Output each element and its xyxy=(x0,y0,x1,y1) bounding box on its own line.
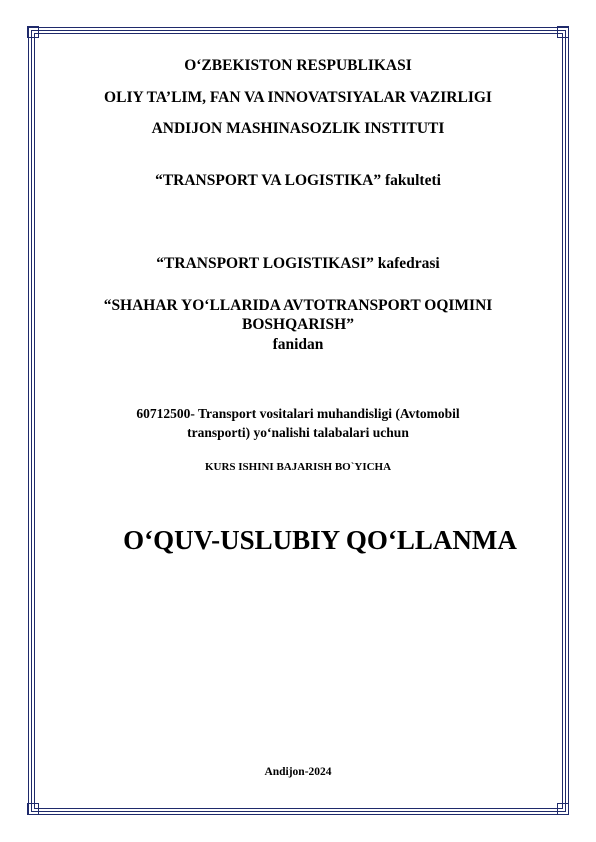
republic-heading: O‘ZBEKISTON RESPUBLIKASI xyxy=(184,57,412,74)
document-type-title: O‘QUV-USLUBIY QO‘LLANMA xyxy=(123,525,517,555)
course-work-caption: KURS ISHINI BAJARISH BO`YICHA xyxy=(204,461,392,473)
city-year: Andijon-2024 xyxy=(264,766,332,778)
faculty-heading: “TRANSPORT VA LOGISTIKA” fakulteti xyxy=(155,172,441,189)
subject-title-line-2: BOSHQARISH” xyxy=(242,316,354,333)
specialty-line-1: 60712500- Transport vositalari muhandisligi (Avtomobil xyxy=(136,406,460,421)
subject-title-line-1: “SHAHAR YO‘LLARIDA AVTOTRANSPORT OQIMINI xyxy=(103,297,493,314)
border-corner-top-left xyxy=(27,26,39,38)
institute-heading: ANDIJON MASHINASOZLIK INSTITUTI xyxy=(151,120,445,137)
ministry-heading: OLIY TA’LIM, FAN VA INNOVATSIYALAR VAZIRLIGI xyxy=(104,89,492,106)
department-heading: “TRANSPORT LOGISTIKASI” kafedrasi xyxy=(156,255,440,272)
border-corner-bottom-left xyxy=(27,803,39,815)
subject-title-line-3: fanidan xyxy=(272,336,324,353)
border-corner-top-right xyxy=(557,26,569,38)
border-corner-bottom-right xyxy=(557,803,569,815)
specialty-line-2: transporti) yo‘nalishi talabalari uchun xyxy=(187,425,409,440)
